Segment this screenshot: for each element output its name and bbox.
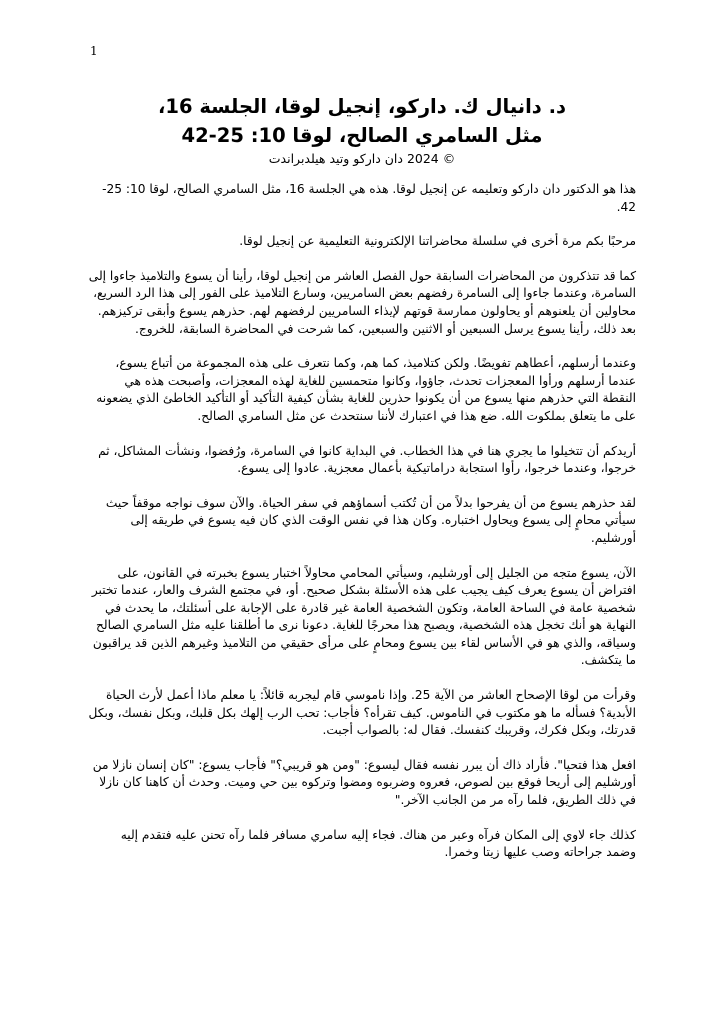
paragraph-welcome: مرحبًا بكم مرة أخرى في سلسلة محاضراتنا الإلكترونية التعليمية عن إنجيل لوقا. xyxy=(239,234,636,249)
document-body xyxy=(88,92,636,879)
paragraph-recap: كما قد تتذكرون من المحاضرات السابقة حول الفصل العاشر من إنجيل لوقا، رأينا أن يسوع والتلاميذ جاءوا إلى السامرة، وعندما جاءوا إلى السامرة رفضهم بعض السامريين، وسارع التلاميذ على الفور إلى هذا الرد السريع، محاولين أن يلعنوهم أو يحاولون ممارسة قوتهم لإيذاء السامريين لرفضهم لهم. حذرهم يسوع وأبقى تركيزهم. بعد ذلك، رأينا يسوع يرسل السبعين أو الاثنين والسبعين، كما شرحت في المحاضرة السابقة، للخروج. xyxy=(88,268,636,336)
title-line-1: د. دانيال ك. داركو، إنجيل لوقا، الجلسة 16، xyxy=(157,95,567,118)
paragraph-context: الآن، يسوع متجه من الجليل إلى أورشليم، وسيأتي المحامي محاولاً اختبار يسوع بخبرته في القانون، على افتراض أن يسوع يعرف كيف يجيب على هذه الأسئلة بشكل صحيح. أو، في مجتمع الشرف والعار، عندما تختبر شخصية عامة في الساحة العامة، وتكون الشخصية العامة غير قادرة على الإجابة على أسئلتك، ما يحدث في النهاية هو أنك تخجل هذه الشخصية، ويصبح هذا محرجًا للغاية. دعونا نرى ما أطلقنا عليه مثل السامري الصالح وسياقه، والذي هو في الأساس لقاء بين يسوع ومحامٍ على مرأى حقيقي من التلاميذ وغيرهم الذين قد يراقبون ما يتكشف. xyxy=(91,565,636,668)
paragraph-parable: افعل هذا فتحيا". فأراد ذاك أن يبرر نفسه فقال ليسوع: "ومن هو قريبي؟" فأجاب يسوع: "كان إنسان نازلا من أورشليم إلى أريحا فوقع بين لصوص، فعروه وضربوه ومضوا وتركوه بين حي وميت. وحدث أن كاهنا كان نازلا في ذلك الطريق، فلما رآه مر من الجانب الآخر." xyxy=(92,757,636,808)
paragraph-scripture-reading: وقرأت من لوقا الإصحاح العاشر من الآية 25. وإذا ناموسي قام ليجربه قائلاً: يا معلم ماذا أعمل لأرث الحياة الأبدية؟ فسأله ما هو مكتوب في الناموس. كيف تقرأه؟ فأجاب: تحب الرب إلهك بكل قلبك، وبكل نفسك، وبكل قدرتك، وبكل فكرك، وقريبك كنفسك. فقال له: بالصواب أجبت. xyxy=(88,688,636,738)
paragraph-levite-samaritan: كذلك جاء لاوي إلى المكان فرآه وعبر من هناك. فجاء إليه سامري مسافر فلما رآه تحنن عليه فتقدم إليه وضمد جراحاته وصب عليها زيتا وخمرا. xyxy=(120,827,636,860)
paragraph-warning: لقد حذرهم يسوع من أن يفرحوا بدلاً من أن تُكتب أسماؤهم في سفر الحياة. والآن سوف نواجه موقفاً حيث سيأتي محامٍ إلى يسوع ويحاول اختباره. وكان هذا في نفس الوقت الذي كان فيه يسوع في طريقه إلى أورشليم. xyxy=(105,495,636,545)
page-number: 1 xyxy=(90,44,98,58)
paragraph-sending: وعندما أرسلهم، أعطاهم تفويضًا. ولكن كتلاميذ، كما هم، وكما نتعرف على هذه المجموعة من أتباع يسوع، عندما أرسلهم ورأوا المعجزات تحدث، جاؤوا، وكانوا متحمسين للغاية لهذه المعجزات، وأصبحت هذه هي النقطة التي حذرهم منها يسوع من أن يكونوا حذرين للغاية بشأن كيفية التأكيد أو التأكيد الخاطئ الذي يضعونه على ما يتعلق بملكوت الله. ضع هذا في اعتبارك لأننا سنتحدث عن مثل السامري الصالح. xyxy=(96,356,636,423)
title-line-2: مثل السامري الصالح، لوقا 10: 25-42 xyxy=(181,124,543,147)
copyright-line: © 2024 دان داركو وتيد هيلدبراندت xyxy=(268,151,456,166)
paragraph-imagine: أريدكم أن تتخيلوا ما يجري هنا في هذا الخطاب. في البداية كانوا في السامرة، ورُفضوا، ونشأت المشاكل، ثم خرجوا، وعندما خرجوا، رأوا استجابة دراماتيكية بأعمال معجزية. عادوا إلى يسوع. xyxy=(98,443,636,476)
paragraph-intro: هذا هو الدكتور دان داركو وتعليمه عن إنجيل لوقا. هذه هي الجلسة 16، مثل السامري الصالح، لوقا 10: 25-42. xyxy=(102,182,636,214)
